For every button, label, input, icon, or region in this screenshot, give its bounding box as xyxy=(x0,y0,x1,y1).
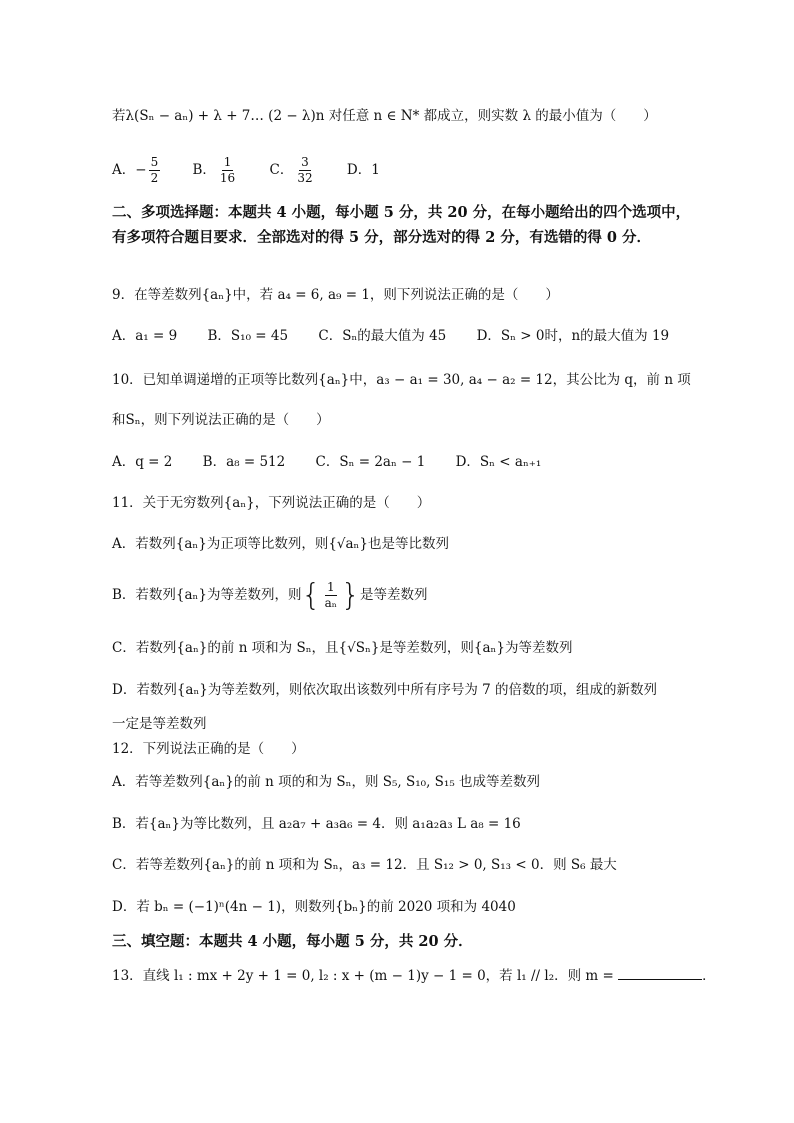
brace-fraction: { $\frac{1}{\text{aₙ}}$ } xyxy=(301,577,361,613)
q8-option-d: D．1 xyxy=(346,162,380,178)
q13-stem: 13．直线 l₁ : mx + 2y + 1 = 0, l₂ : x + (m − 1)y − 1 = 0，若 l₁ // l₂．则 m = xyxy=(112,968,614,984)
q10-option-b: B．a₈ = 512 xyxy=(202,454,286,470)
q12-option-a: A．若等差数列{aₙ}的前 n 项的和为 Sₙ，则 S₅, S₁₀, S₁₅ 也成等差数列 xyxy=(112,774,541,790)
answer-blank[interactable] xyxy=(618,965,702,980)
fraction: $\frac{3}{32}$ xyxy=(297,155,313,185)
q11-stem: 11．关于无穷数列{aₙ}，下列说法正确的是（ ） xyxy=(112,495,431,511)
q10-option-c: C．Sₙ = 2aₙ − 1 xyxy=(315,454,426,470)
q9-options xyxy=(112,326,694,346)
q8-option-b: B． $\frac{1}{16}$ xyxy=(192,155,236,185)
q8-stem: 若λ(Sₙ − aₙ) + λ + 7… (2 − λ)n 对任意 n ∈ N* 都成立，则实数 λ 的最小值为（ ） xyxy=(112,108,657,124)
fraction: $\frac{1}{16}$ xyxy=(219,155,236,185)
q8-option-c: C． $\frac{3}{32}$ xyxy=(269,155,313,185)
q10-options xyxy=(112,452,694,472)
q10-stem-line1: 10．已知单调递增的正项等比数列{aₙ}中，a₃ − a₁ = 30, a₄ − a₂ = 12，其公比为 q，前 n 项 xyxy=(112,372,691,388)
q9-stem: 9．在等差数列{aₙ}中，若 a₄ = 6, a₉ = 1，则下列说法正确的是（ ） xyxy=(112,287,559,303)
q9-option-b: B．S₁₀ = 45 xyxy=(207,328,289,344)
section2-heading: 二、多项选择题：本题共 4 小题，每小题 5 分，共 20 分，在每小题给出的四个选项中，有多项符合题目要求．全部选对的得 5 分，部分选对的得 2 分，有选错的得 0 分． xyxy=(112,204,691,246)
q11-option-a: A．若数列{aₙ}为正项等比数列，则{√aₙ}也是等比数列 xyxy=(112,536,449,552)
question-13: 13．直线 l₁ : mx + 2y + 1 = 0, l₂ : x + (m − 1)y − 1 = 0，若 l₁ // l₂．则 m = ． xyxy=(112,965,694,986)
q9-option-d: D．Sₙ > 0时，n的最大值为 19 xyxy=(476,328,670,344)
section3-heading: 三、填空题：本题共 4 小题，每小题 5 分，共 20 分． xyxy=(112,933,473,950)
q11-option-b: B．若数列{aₙ}为等差数列，则 { $\frac{1}{\text{aₙ}}$ } 是等差数列 xyxy=(112,577,428,613)
q12-option-c: C．若等差数列{aₙ}的前 n 项和为 Sₙ，a₃ = 12．且 S₁₂ > 0, S₁₃ < 0．则 S₆ 最大 xyxy=(112,857,617,873)
q10-option-a: A．q = 2 xyxy=(112,454,173,470)
q12-stem: 12．下列说法正确的是（ ） xyxy=(112,741,305,757)
q9-option-c: C．Sₙ的最大值为 45 xyxy=(318,328,447,344)
q8-option-a: A．− $\frac{5}{2}$ xyxy=(112,155,159,185)
q8-options xyxy=(112,152,694,188)
q9-option-a: A．a₁ = 9 xyxy=(112,328,178,344)
q12-option-b: B．若{aₙ}为等比数列，且 a₂a₇ + a₃a₆ = 4．则 a₁a₂a₃ L a₈ = 16 xyxy=(112,816,521,832)
q10-option-d: D．Sₙ < aₙ₊₁ xyxy=(455,454,542,470)
q12-option-d: D．若 bₙ = (−1)ⁿ(4n − 1)，则数列{bₙ}的前 2020 项和为 4040 xyxy=(112,899,516,915)
q11-option-d-line2: 一定是等差数列 xyxy=(112,716,207,732)
fraction: $\frac{5}{2}$ xyxy=(150,155,159,185)
q11-option-c: C．若数列{aₙ}的前 n 项和为 Sₙ，且{√Sₙ}是等差数列，则{aₙ}为等差数列 xyxy=(112,640,573,656)
q11-option-d-line1: D．若数列{aₙ}为等差数列，则依次取出该数列中所有序号为 7 的倍数的项，组成的新数列 xyxy=(112,682,658,698)
q10-stem-line2: 和Sₙ，则下列说法正确的是（ ） xyxy=(112,412,330,428)
